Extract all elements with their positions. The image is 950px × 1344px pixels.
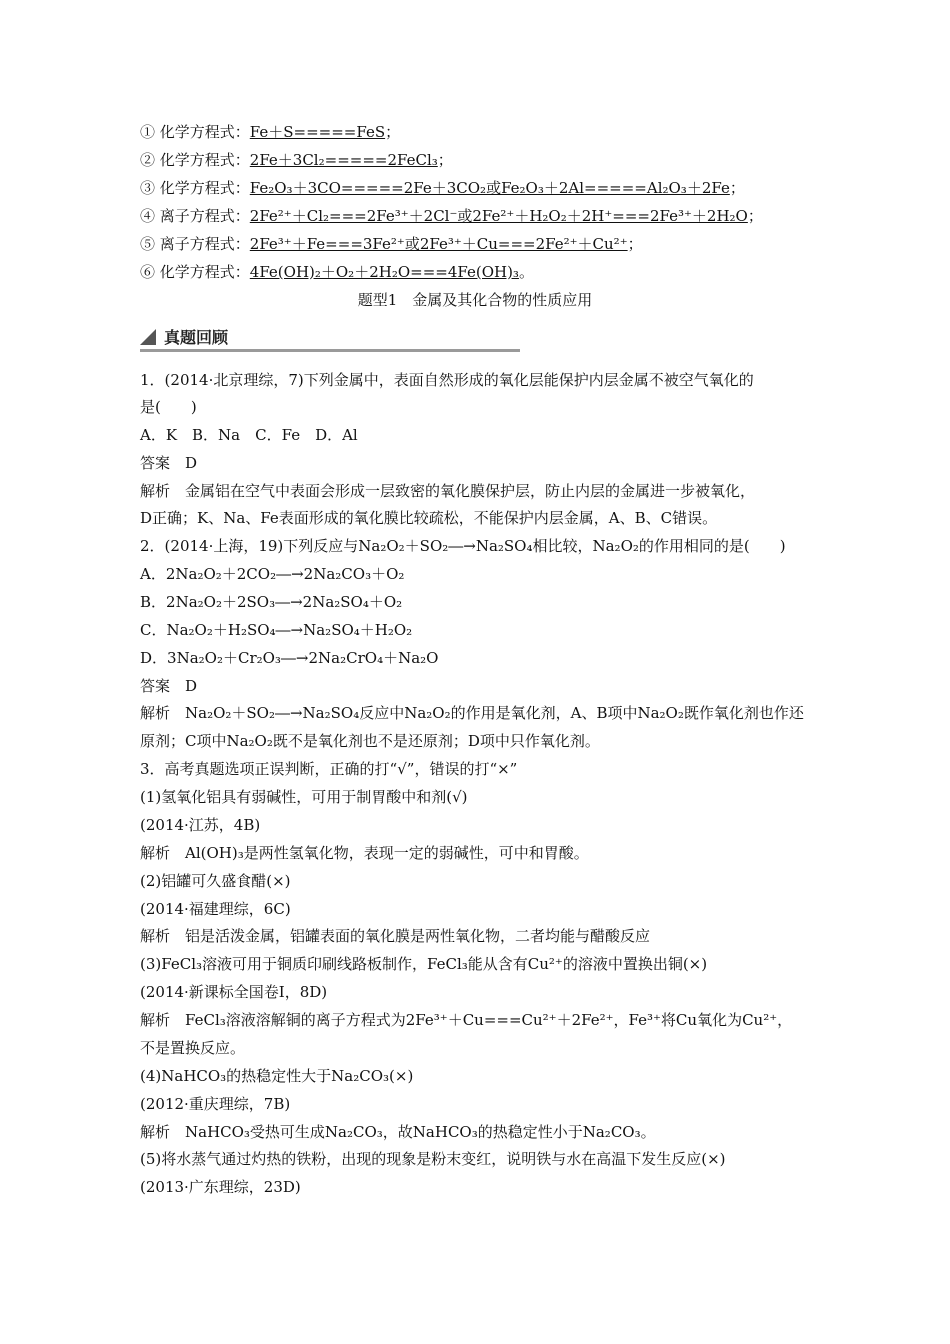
section-header-label: 真题回顾 (164, 328, 229, 347)
item-1-statement: (1)氢氧化铝具有弱碱性，可用于制胃酸中和剂(√) (140, 788, 468, 806)
question-1-stem: 1．(2014·北京理综，7)下列金属中，表面自然形成的氧化层能保护内层金属不被空气氧化的 (140, 371, 754, 389)
question-2-option-b: B．2Na₂O₂＋2SO₃―→2Na₂SO₄＋O₂ (140, 593, 403, 611)
item-3-statement: (3)FeCl₃溶液可用于铜质印刷线路板制作，FeCl₃能从含有Cu²⁺的溶液中置换出铜(×) (140, 955, 708, 973)
item-3-explanation-cont: 不是置换反应。 (140, 1039, 246, 1057)
equation-answer: Fe₂O₃＋3CO=====2Fe＋3CO₂或Fe₂O₃＋2Al=====Al₂O₃＋2Fe (249, 179, 730, 197)
equation-line-5: ⑤ 离子方程式：2Fe³⁺＋Fe===3Fe²⁺或2Fe³⁺＋Cu===2Fe²⁺＋Cu²⁺； (140, 235, 643, 253)
equation-line-6: ⑥ 化学方程式：4Fe(OH)₂＋O₂＋2H₂O===4Fe(OH)₃。 (140, 263, 534, 281)
equation-label: ⑤ 离子方程式： (140, 235, 250, 253)
question-2-option-c: C．Na₂O₂＋H₂SO₄―→Na₂SO₄＋H₂O₂ (140, 621, 413, 639)
equation-label: ① 化学方程式： (140, 123, 250, 141)
question-1-answer: 答案 D (140, 454, 198, 472)
question-2-answer: 答案 D (140, 677, 198, 695)
question-1-explanation-cont: D正确；K、Na、Fe表面形成的氧化膜比较疏松，不能保护内层金属，A、B、C错误。 (140, 509, 718, 527)
question-2-explanation: 解析 Na₂O₂＋SO₂―→Na₂SO₄反应中Na₂O₂的作用是氧化剂，A、B项中Na₂O₂既作氧化剂也作还 (140, 704, 804, 722)
equation-line-1: ① 化学方程式：Fe＋S=====FeS； (140, 123, 401, 141)
equation-label: ③ 化学方程式： (140, 179, 250, 197)
item-3-explanation: 解析 FeCl₃溶液溶解铜的离子方程式为2Fe³⁺＋Cu===Cu²⁺＋2Fe²⁺，Fe³⁺将Cu氧化为Cu²⁺， (140, 1011, 793, 1029)
section-divider (140, 349, 520, 352)
question-2-explanation-cont: 原剂；C项中Na₂O₂既不是氧化剂也不是还原剂；D项中只作氧化剂。 (140, 732, 600, 750)
equation-line-2: ② 化学方程式：2Fe＋3Cl₂=====2FeCl₃； (140, 151, 453, 169)
equation-answer: Fe＋S=====FeS (249, 123, 386, 141)
equation-answer: 2Fe³⁺＋Fe===3Fe²⁺或2Fe³⁺＋Cu===2Fe²⁺＋Cu²⁺ (249, 235, 628, 253)
equation-answer: 2Fe＋3Cl₂=====2FeCl₃ (249, 151, 438, 169)
item-3-source: (2014·新课标全国卷Ⅰ，8D) (140, 983, 328, 1001)
equation-label: ⑥ 化学方程式： (140, 263, 250, 281)
equation-label: ④ 离子方程式： (140, 207, 250, 225)
topic-title: 题型1 金属及其化合物的性质应用 (357, 291, 593, 309)
item-2-statement: (2)铝罐可久盛食醋(×) (140, 872, 291, 890)
item-2-explanation: 解析 铝是活泼金属，铝罐表面的氧化膜是两性氧化物，二者均能与醋酸反应 (140, 927, 651, 945)
equation-line-3: ③ 化学方程式：Fe₂O₃＋3CO=====2Fe＋3CO₂或Fe₂O₃＋2Al=====Al₂O₃＋2Fe； (140, 179, 745, 197)
question-2-option-d: D．3Na₂O₂＋Cr₂O₃―→2Na₂CrO₄＋Na₂O (140, 649, 439, 667)
question-1-options: A．K B．Na C．Fe D．Al (140, 426, 358, 444)
item-5-statement: (5)将水蒸气通过灼热的铁粉，出现的现象是粉末变红，说明铁与水在高温下发生反应(×) (140, 1150, 726, 1168)
item-4-explanation: 解析 NaHCO₃受热可生成Na₂CO₃，故NaHCO₃的热稳定性小于Na₂CO₃。 (140, 1123, 656, 1141)
item-4-statement: (4)NaHCO₃的热稳定性大于Na₂CO₃(×) (140, 1067, 414, 1085)
item-1-source: (2014·江苏，4B) (140, 816, 261, 834)
item-1-explanation: 解析 Al(OH)₃是两性氢氧化物，表现一定的弱碱性，可中和胃酸。 (140, 844, 589, 862)
equation-line-4: ④ 离子方程式：2Fe²⁺＋Cl₂===2Fe³⁺＋2Cl⁻或2Fe²⁺＋H₂O₂＋2H⁺===2Fe³⁺＋2H₂O； (140, 207, 763, 225)
question-3-stem: 3．高考真题选项正误判断，正确的打“√”，错误的打“×” (140, 760, 518, 778)
item-4-source: (2012·重庆理综，7B) (140, 1095, 291, 1113)
triangle-marker-icon (140, 329, 156, 345)
question-1-explanation: 解析 金属铝在空气中表面会形成一层致密的氧化膜保护层，防止内层的金属进一步被氧化， (140, 482, 756, 500)
item-5-source: (2013·广东理综，23D) (140, 1178, 301, 1196)
equation-answer: 2Fe²⁺＋Cl₂===2Fe³⁺＋2Cl⁻或2Fe²⁺＋H₂O₂＋2H⁺===2Fe³⁺＋2H₂O (249, 207, 748, 225)
equation-label: ② 化学方程式： (140, 151, 250, 169)
equation-answer: 4Fe(OH)₂＋O₂＋2H₂O===4Fe(OH)₃ (249, 263, 519, 281)
question-1-stem-cont: 是( ) (140, 398, 197, 416)
section-header (140, 326, 520, 352)
question-2-stem: 2．(2014·上海，19)下列反应与Na₂O₂＋SO₂―→Na₂SO₄相比较，Na₂O₂的作用相同的是( ) (140, 537, 786, 555)
question-2-option-a: A．2Na₂O₂＋2CO₂―→2Na₂CO₃＋O₂ (140, 565, 405, 583)
item-2-source: (2014·福建理综，6C) (140, 900, 291, 918)
